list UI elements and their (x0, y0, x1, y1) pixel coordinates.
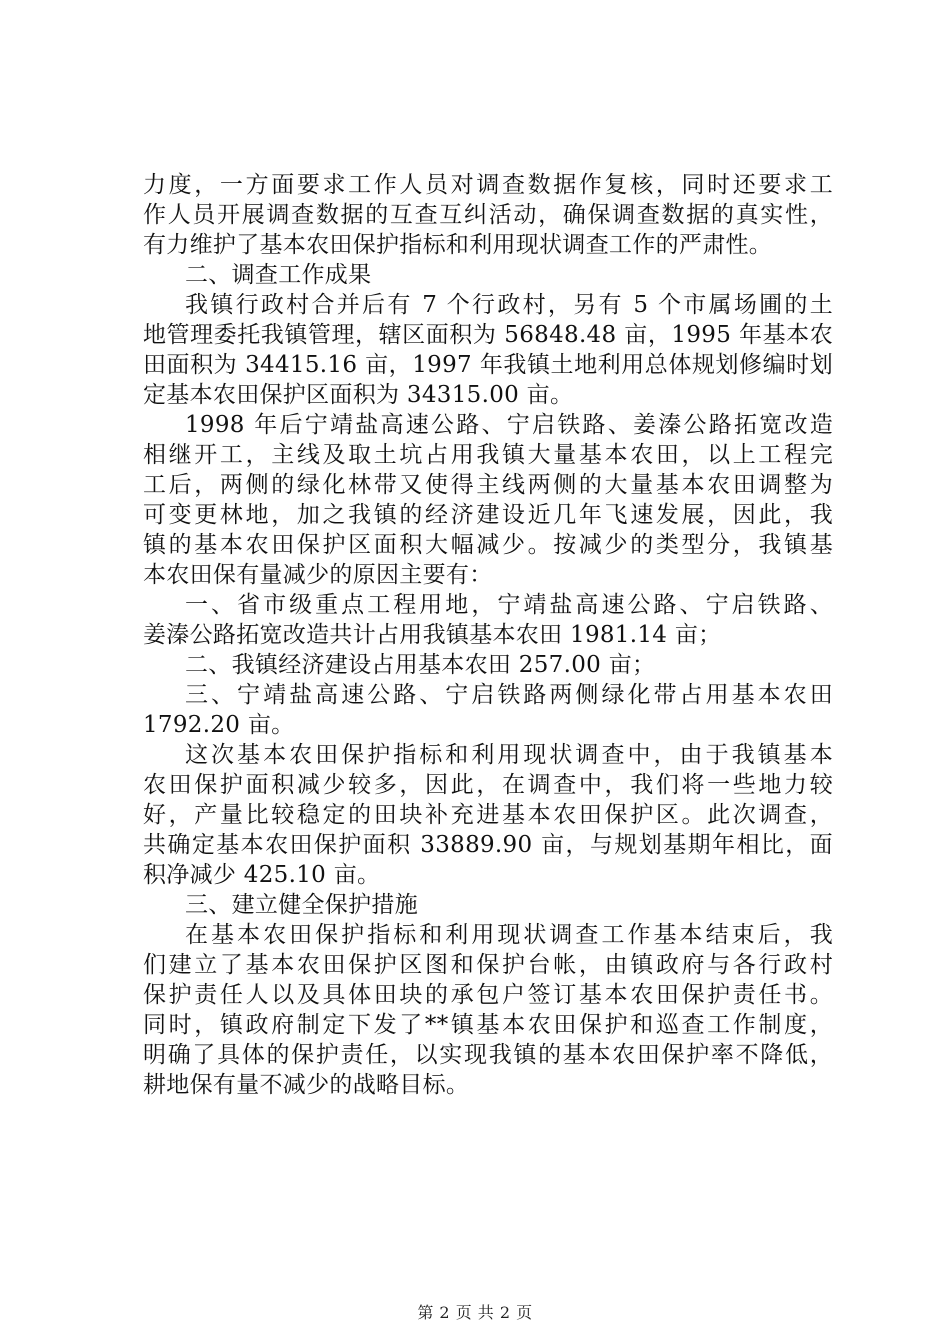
text-line: 保护责任人以及具体田块的承包户签订基本农田保护责任书。 (143, 982, 833, 1008)
text-line: 好，产量比较稳定的田块补充进基本农田保护区。此次调查， (143, 802, 833, 828)
text-line: 二、我镇经济建设占用基本农田 257.00 亩； (185, 652, 656, 678)
text-line: 我镇行政村合并后有 7 个行政村，另有 5 个市属场圃的土 (185, 292, 833, 318)
text-line: 1792.20 亩。 (143, 712, 295, 738)
text-line: 在基本农田保护指标和利用现状调查工作基本结束后，我 (185, 922, 833, 948)
text-line: 1998 年后宁靖盐高速公路、宁启铁路、姜溱公路拓宽改造 (185, 412, 833, 438)
text-line: 工后，两侧的绿化林带又使得主线两侧的大量基本农田调整为 (143, 472, 833, 498)
text-line: 积净减少 425.10 亩。 (143, 862, 381, 888)
text-line: 们建立了基本农田保护区图和保护台帐，由镇政府与各行政村 (143, 952, 833, 978)
text-line: 镇的基本农田保护区面积大幅减少。按减少的类型分，我镇基 (143, 532, 833, 558)
text-line: 共确定基本农田保护面积 33889.90 亩，与规划基期年相比，面 (143, 832, 833, 858)
text-line: 本农田保有量减少的原因主要有： (143, 562, 493, 588)
text-line: 一、省市级重点工程用地，宁靖盐高速公路、宁启铁路、 (185, 592, 833, 618)
text-line: 相继开工，主线及取土坑占用我镇大量基本农田，以上工程完 (143, 442, 833, 468)
document-body (143, 170, 833, 1100)
text-line: 农田保护面积减少较多，因此，在调查中，我们将一些地力较 (143, 772, 833, 798)
text-line: 有力维护了基本农田保护指标和利用现状调查工作的严肃性。 (143, 232, 773, 258)
text-line: 三、宁靖盐高速公路、宁启铁路两侧绿化带占用基本农田 (185, 682, 833, 708)
page-number-footer: 第 2 页 共 2 页 (417, 1303, 533, 1322)
text-line: 田面积为 34415.16 亩，1997 年我镇土地利用总体规划修编时划 (143, 352, 833, 378)
text-line: 这次基本农田保护指标和利用现状调查中，由于我镇基本 (185, 742, 833, 768)
text-line: 耕地保有量不减少的战略目标。 (143, 1072, 470, 1098)
text-line: 同时，镇政府制定下发了**镇基本农田保护和巡查工作制度， (143, 1012, 833, 1038)
text-line: 作人员开展调查数据的互查互纠活动，确保调查数据的真实性， (143, 202, 833, 228)
text-line: 定基本农田保护区面积为 34315.00 亩。 (143, 382, 574, 408)
text-line: 地管理委托我镇管理，辖区面积为 56848.48 亩，1995 年基本农 (143, 322, 833, 348)
text-line: 可变更林地，加之我镇的经济建设近几年飞速发展，因此，我 (143, 502, 833, 528)
section-heading: 二、调查工作成果 (185, 262, 372, 288)
text-line: 姜溱公路拓宽改造共计占用我镇基本农田 1981.14 亩； (143, 622, 722, 648)
text-line: 明确了具体的保护责任，以实现我镇的基本农田保护率不降低， (143, 1042, 833, 1068)
text-line: 力度，一方面要求工作人员对调查数据作复核，同时还要求工 (143, 172, 833, 198)
section-heading: 三、建立健全保护措施 (185, 892, 418, 918)
